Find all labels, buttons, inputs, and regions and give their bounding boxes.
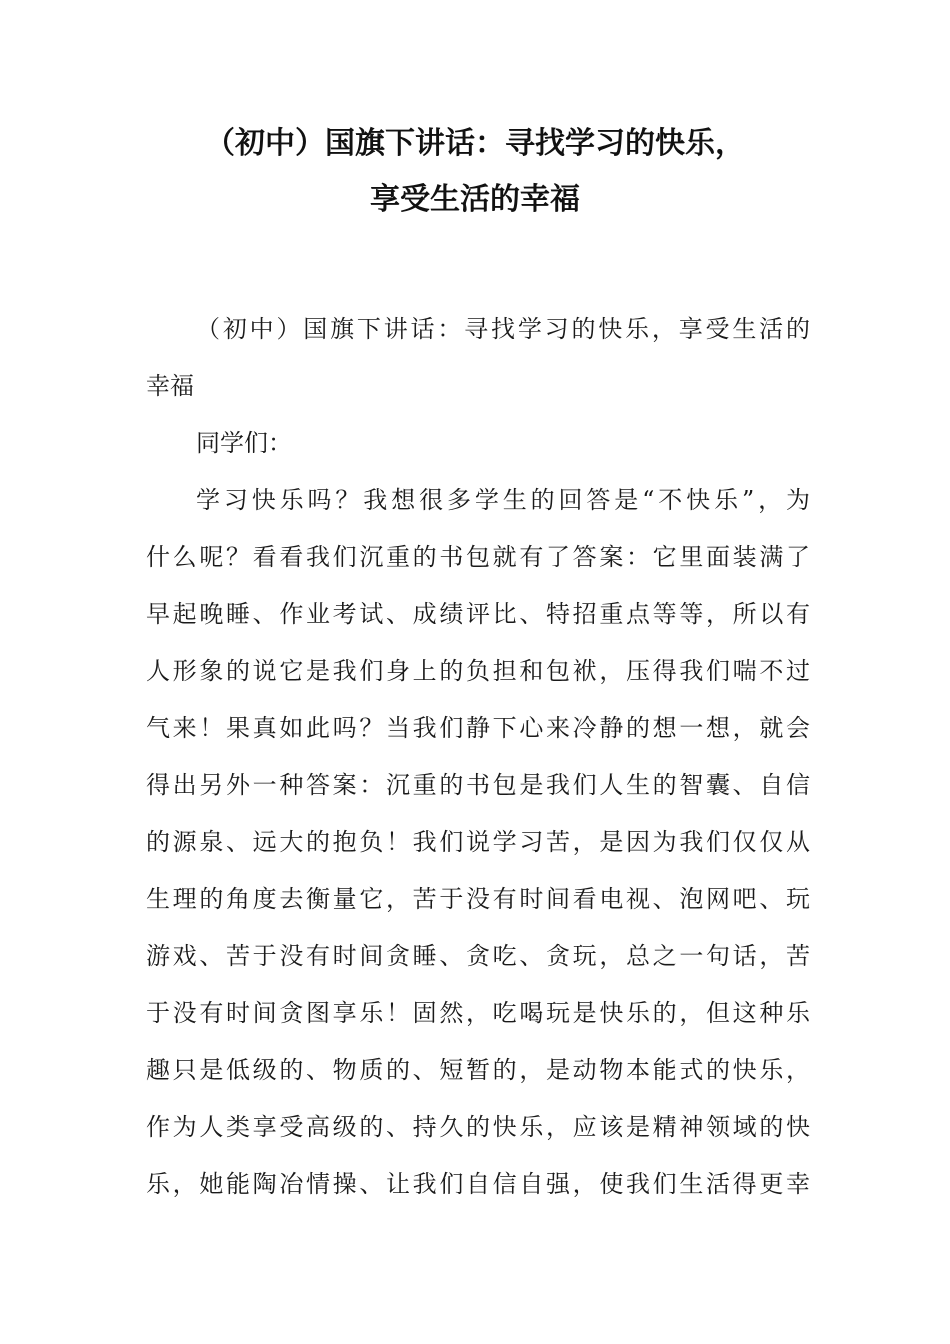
paragraph-line: 于没有时间贪图享乐！固然，吃喝玩是快乐的，但这种乐 [146, 999, 810, 1027]
paragraph-line: 的源泉、远大的抱负！我们说学习苦，是因为我们仅仅从 [146, 828, 810, 856]
paragraph-line: 学习快乐吗？我想很多学生的回答是“不快乐”，为 [196, 486, 810, 514]
paragraph-line: 趣只是低级的、物质的、短暂的，是动物本能式的快乐， [146, 1056, 810, 1084]
salutation: 同学们： [196, 429, 292, 457]
paragraph-line: 气来！果真如此吗？当我们静下心来冷静的想一想，就会 [146, 714, 810, 742]
document-title-line-1: （初中）国旗下讲话：寻找学习的快乐， [205, 126, 745, 161]
document-title-line-2: 享受生活的幸福 [370, 182, 580, 217]
paragraph-line: （初中）国旗下讲话：寻找学习的快乐，享受生活的 [196, 315, 810, 343]
paragraph-line: 游戏、苦于没有时间贪睡、贪吃、贪玩，总之一句话，苦 [146, 942, 810, 970]
paragraph-line: 幸福 [146, 372, 194, 400]
paragraph-line: 作为人类享受高级的、持久的快乐，应该是精神领域的快 [146, 1113, 810, 1141]
paragraph-line: 早起晚睡、作业考试、成绩评比、特招重点等等，所以有 [146, 600, 810, 628]
paragraph-line: 什么呢？看看我们沉重的书包就有了答案：它里面装满了 [146, 543, 810, 571]
paragraph-line: 乐，她能陶冶情操、让我们自信自强，使我们生活得更幸 [146, 1170, 810, 1198]
paragraph-line: 生理的角度去衡量它，苦于没有时间看电视、泡网吧、玩 [146, 885, 810, 913]
paragraph-line: 人形象的说它是我们身上的负担和包袱，压得我们喘不过 [146, 657, 810, 685]
paragraph-line: 得出另外一种答案：沉重的书包是我们人生的智囊、自信 [146, 771, 810, 799]
